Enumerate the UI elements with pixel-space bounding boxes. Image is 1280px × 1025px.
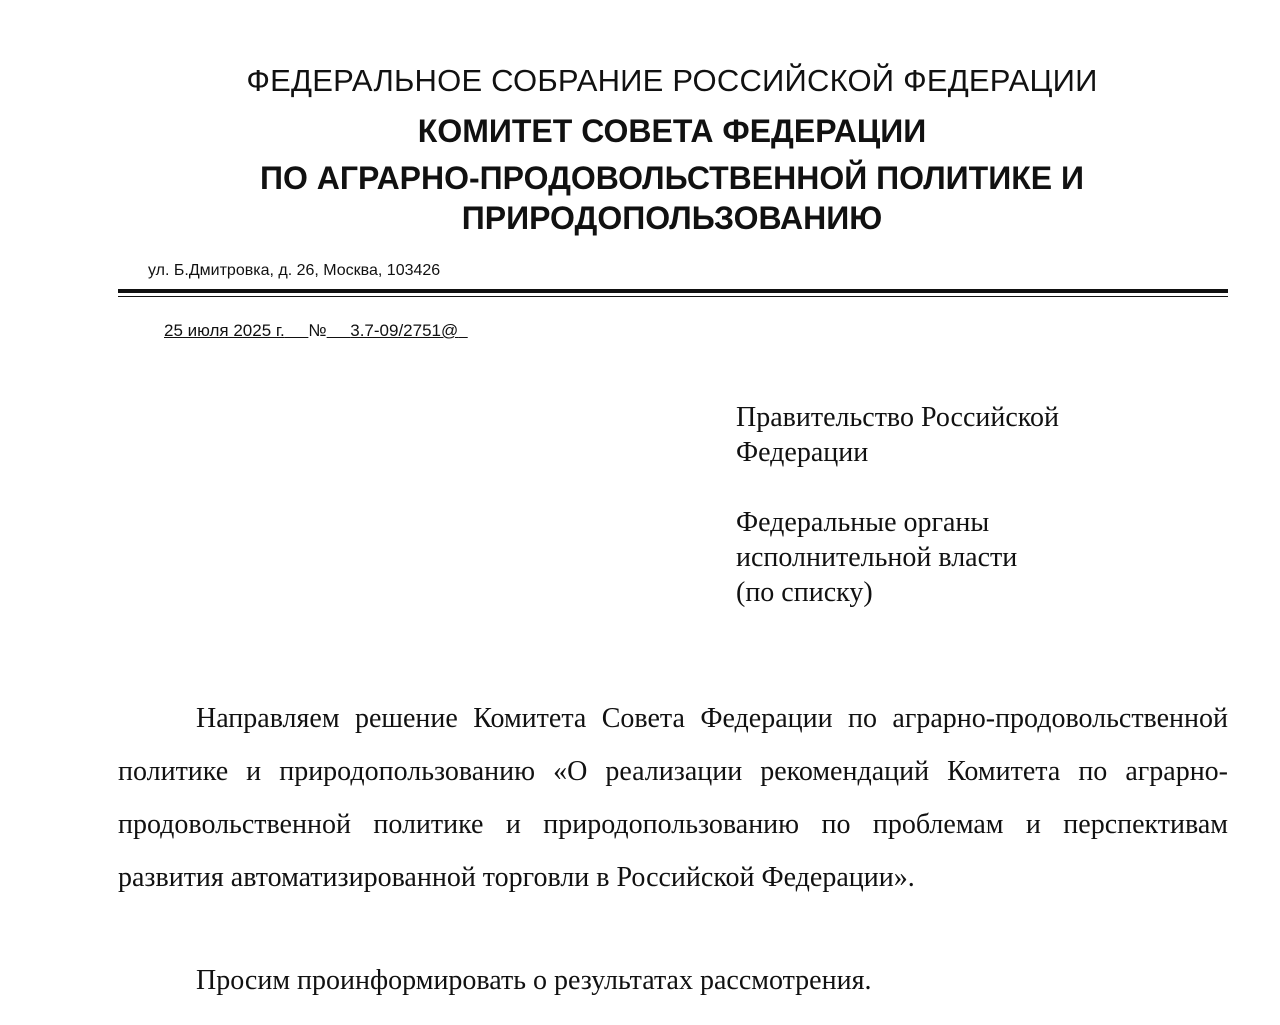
header-divider-thick (118, 289, 1228, 293)
registration-date: 25 июля 2025 г. (164, 321, 285, 340)
addressee-federal-bodies-line1: Федеральные органы (736, 507, 990, 538)
federal-assembly-heading: ФЕДЕРАЛЬНОЕ СОБРАНИЕ РОССИЙСКОЙ ФЕДЕРАЦИИ (246, 63, 1098, 98)
addressee-federal-bodies (736, 505, 1017, 610)
addressee-government (736, 400, 1059, 470)
committee-address: ул. Б.Дмитровка, д. 26, Москва, 103426 (148, 262, 441, 279)
body-paragraph-1: Направляем решение Комитета Совета Федерации по аграрно-продовольственной политике и природопользованию «О реализации рекомендаций Комитета по аграрно-продовольственной политике и природопользованию по проблемам и перспективам развития автоматизированной торговли в Российской Федерации». (118, 703, 1228, 893)
registration-line (164, 319, 468, 343)
body-paragraph-2: Просим проинформировать о результатах рассмотрения. (196, 965, 872, 996)
registration-number: 3.7-09/2751@ (350, 321, 459, 340)
addressee-federal-bodies-line2: исполнительной власти (736, 542, 1018, 573)
addressee-federal-bodies-line3: (по списку) (736, 577, 873, 608)
addressee-government-line2: Федерации (736, 437, 869, 468)
committee-title-line2: ПО АГРАРНО-ПРОДОВОЛЬСТВЕННОЙ ПОЛИТИКЕ И (260, 160, 1084, 196)
number-sign: № (308, 321, 327, 340)
header-divider-thin (118, 296, 1228, 297)
addressee-government-line1: Правительство Российской (736, 402, 1059, 433)
committee-title-line1: КОМИТЕТ СОВЕТА ФЕДЕРАЦИИ (417, 113, 927, 149)
committee-title-line3: ПРИРОДОПОЛЬЗОВАНИЮ (461, 200, 883, 236)
